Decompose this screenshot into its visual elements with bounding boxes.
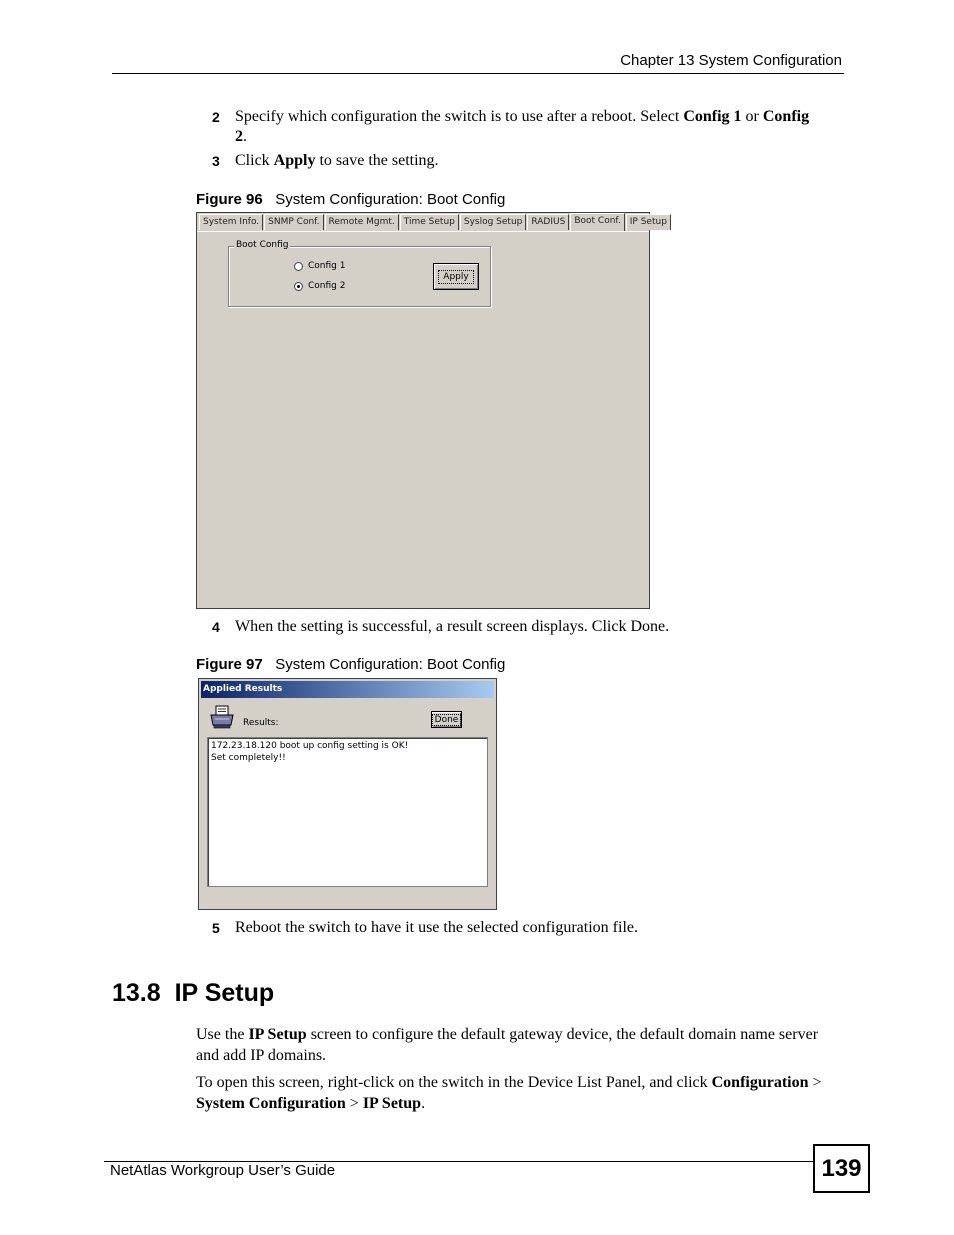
radio-label: Config 1 (308, 261, 346, 271)
section-paragraph-2: To open this screen, right-click on the switch in the Device List Panel, and click Configuration > System Configuration > IP Setup. (196, 1074, 822, 1112)
tab-bar (199, 214, 672, 232)
step-number: 4 (212, 619, 220, 635)
tab-divider (197, 231, 649, 232)
step-text: When the setting is successful, a result screen displays. Click Done. (235, 618, 670, 635)
boot-config-window (196, 212, 667, 609)
tab-system-info[interactable]: System Info. (199, 214, 263, 230)
done-button[interactable]: Done (431, 711, 462, 728)
tab-ip-setup[interactable]: IP Setup (626, 214, 671, 230)
apply-button[interactable]: Apply (433, 263, 479, 290)
printer-icon (209, 705, 235, 729)
section-paragraph-1: Use the IP Setup screen to configure the default gateway device, the default domain name server and add IP domains. (196, 1026, 819, 1064)
step-3 (212, 151, 812, 171)
boot-config-group (228, 240, 491, 307)
step-number: 5 (212, 920, 220, 936)
figure-97-caption: Figure 97 System Configuration: Boot Config (196, 656, 506, 673)
step-number: 3 (212, 153, 220, 169)
tab-snmp-conf[interactable]: SNMP Conf. (264, 214, 323, 230)
result-line: 172.23.18.120 boot up config setting is OK! (211, 741, 409, 751)
tab-radius[interactable]: RADIUS (527, 214, 569, 230)
step-2 (212, 107, 812, 149)
step-text: Specify which configuration the switch is to use after a reboot. Select Config 1 or Config 2. (235, 108, 810, 145)
step-text: Click Apply to save the setting. (235, 152, 439, 169)
tab-remote-mgmt[interactable]: Remote Mgmt. (325, 214, 399, 230)
step-5 (212, 918, 812, 938)
header-rule (112, 73, 844, 74)
radio-config-2[interactable] (294, 281, 345, 291)
applied-results-window (198, 678, 497, 910)
results-textarea[interactable] (207, 737, 488, 887)
tab-time-setup[interactable]: Time Setup (400, 214, 459, 230)
footer-guide-title: NetAtlas Workgroup User’s Guide (110, 1162, 336, 1179)
figure-96-caption: Figure 96 System Configuration: Boot Config (196, 191, 506, 208)
radio-unchecked-icon (294, 262, 303, 271)
result-line: Set completely!! (211, 753, 286, 763)
results-label: Results: (243, 718, 279, 728)
radio-label: Config 2 (308, 281, 346, 291)
step-4 (212, 617, 812, 637)
radio-config-1[interactable] (294, 261, 345, 271)
radio-checked-icon (294, 282, 303, 291)
running-header: Chapter 13 System Configuration (620, 52, 842, 69)
window-title-bar: Applied Results (201, 681, 494, 698)
tab-boot-conf[interactable]: Boot Conf. (570, 213, 624, 231)
section-heading: 13.8 IP Setup (112, 979, 275, 1007)
step-number: 2 (212, 109, 220, 125)
tab-syslog-setup[interactable]: Syslog Setup (460, 214, 527, 230)
group-label: Boot Config (236, 240, 289, 250)
step-text: Reboot the switch to have it use the selected configuration file. (235, 919, 638, 936)
page-number: 139 (813, 1144, 870, 1193)
